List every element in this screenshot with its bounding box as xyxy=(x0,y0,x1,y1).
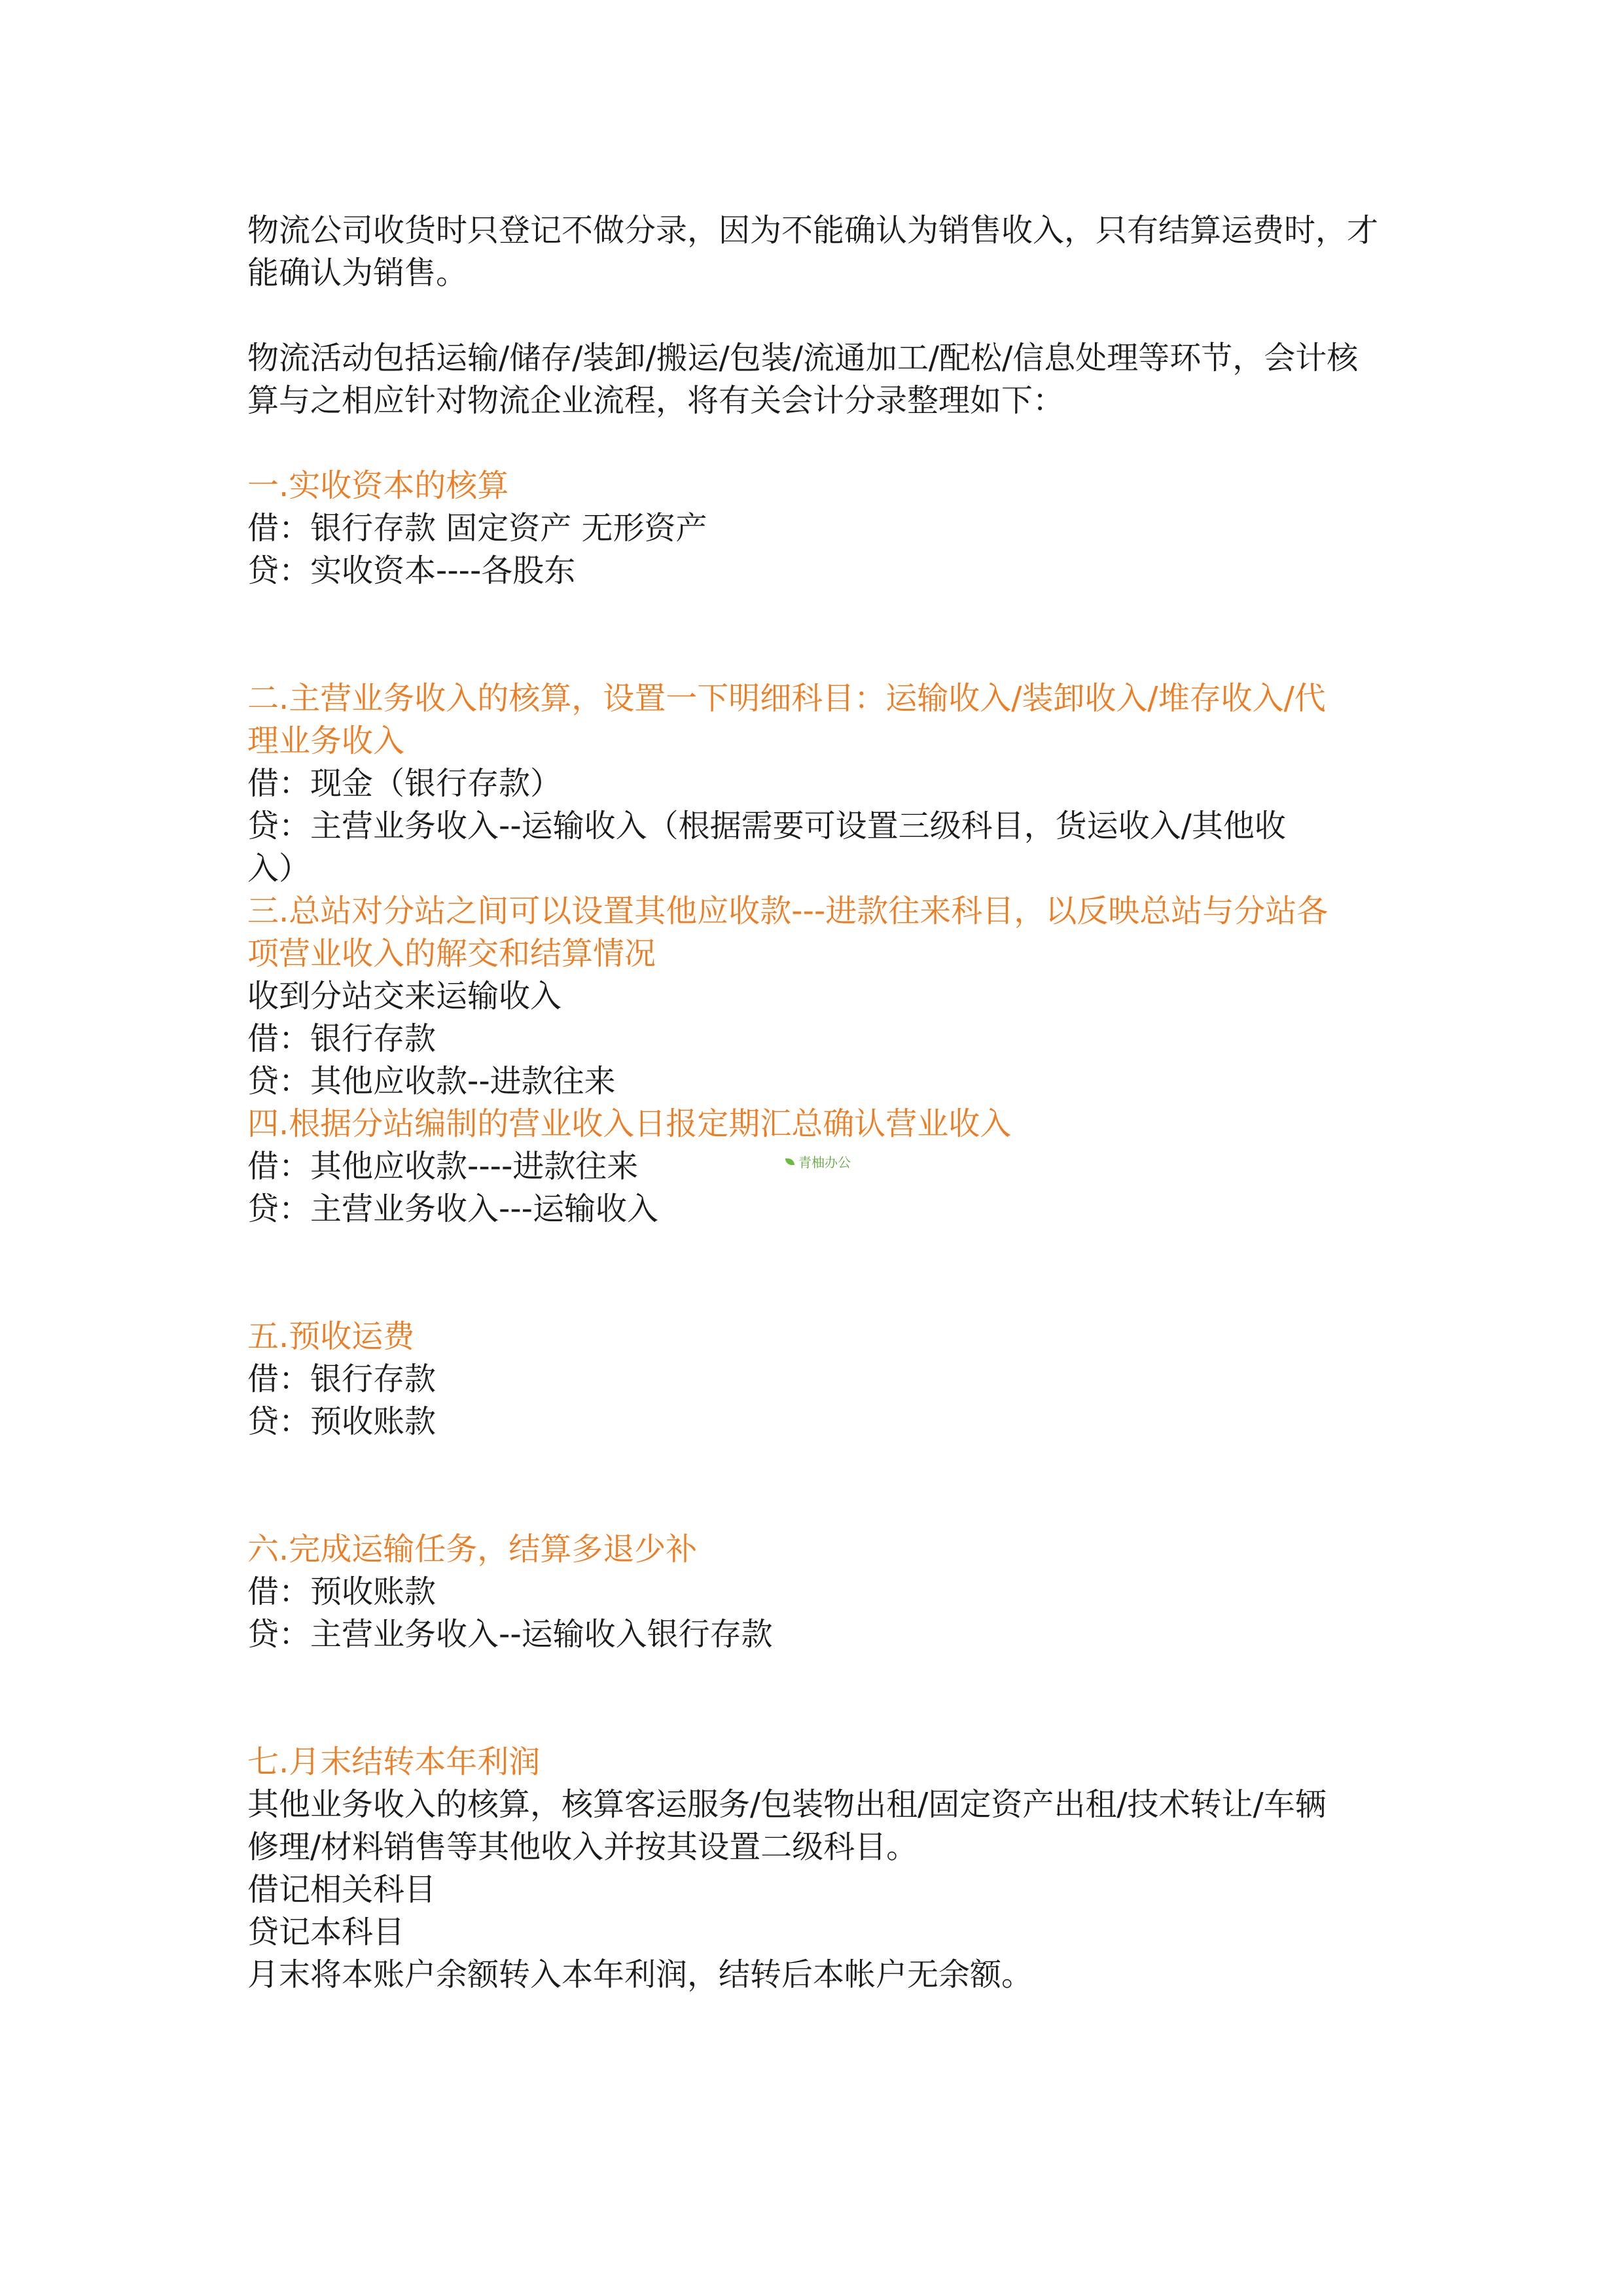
section-heading: 项营业收入的解交和结算情况 xyxy=(247,935,656,972)
section-heading: 理业务收入 xyxy=(247,723,405,759)
section-heading: 三.总站对分站之间可以设置其他应收款---进款往来科目，以反映总站与分站各 xyxy=(247,893,1329,929)
section-7 xyxy=(247,1741,1386,1996)
entry-line: 借记相关科目 xyxy=(247,1871,437,1908)
document-body xyxy=(247,209,1386,1996)
entry-line: 修理/材料销售等其他收入并按其设置二级科目。 xyxy=(247,1829,918,1865)
section-heading: 四.根据分站编制的营业收入日报定期汇总确认营业收入 xyxy=(247,1105,1012,1142)
section-5 xyxy=(247,1316,1386,1443)
watermark xyxy=(785,1152,851,1171)
entry-line: 借：现金（银行存款） xyxy=(247,765,562,802)
entry-line: 借：银行存款 固定资产 无形资产 xyxy=(247,510,707,547)
intro-p1-line1: 物流公司收货时只登记不做分录，因为不能确认为销售收入，只有结算运费时，才 xyxy=(247,212,1379,249)
section-heading: 七.月末结转本年利润 xyxy=(247,1744,541,1780)
entry-line: 借：其他应收款----进款往来 xyxy=(247,1148,639,1185)
entry-line: 贷：主营业务收入---运输收入 xyxy=(247,1191,658,1227)
entry-line: 入） xyxy=(247,850,311,887)
leaf-icon xyxy=(785,1158,794,1165)
section-heading: 五.预收运费 xyxy=(247,1318,415,1355)
section-heading: 二.主营业务收入的核算，设置一下明细科目：运输收入/装卸收入/堆存收入/代 xyxy=(247,680,1326,717)
section-2 xyxy=(247,677,1386,890)
entry-line: 贷：主营业务收入--运输收入（根据需要可设置三级科目，货运收入/其他收 xyxy=(247,808,1286,844)
entry-line: 贷：主营业务收入--运输收入银行存款 xyxy=(247,1616,773,1653)
intro-p2-line2: 算与之相应针对物流企业流程，将有关会计分录整理如下： xyxy=(247,382,1065,419)
section-3 xyxy=(247,890,1386,1103)
entry-line: 贷：预收账款 xyxy=(247,1403,437,1440)
section-heading: 六.完成运输任务，结算多退少补 xyxy=(247,1531,698,1568)
entry-line: 贷：其他应收款--进款往来 xyxy=(247,1063,616,1100)
entry-line: 借：预收账款 xyxy=(247,1573,437,1610)
entry-line: 借：银行存款 xyxy=(247,1361,437,1397)
entry-line: 贷记本科目 xyxy=(247,1914,405,1950)
section-heading: 一.实收资本的核算 xyxy=(247,467,509,504)
entry-line: 其他业务收入的核算，核算客运服务/包装物出租/固定资产出租/技术转让/车辆 xyxy=(247,1786,1327,1823)
entry-line: 收到分站交来运输收入 xyxy=(247,978,562,1014)
entry-line: 借：银行存款 xyxy=(247,1020,437,1057)
intro-p1-line2: 能确认为销售。 xyxy=(247,255,468,291)
section-1 xyxy=(247,465,1386,592)
entry-line: 月末将本账户余额转入本年利润，结转后本帐户无余额。 xyxy=(247,1956,1033,1993)
section-6 xyxy=(247,1528,1386,1656)
intro-p2-line1: 物流活动包括运输/储存/装卸/搬运/包装/流通加工/配松/信息处理等环节，会计核 xyxy=(247,340,1359,376)
entry-line: 贷：实收资本----各股东 xyxy=(247,552,576,589)
watermark-text: 青柚办公 xyxy=(798,1155,851,1170)
